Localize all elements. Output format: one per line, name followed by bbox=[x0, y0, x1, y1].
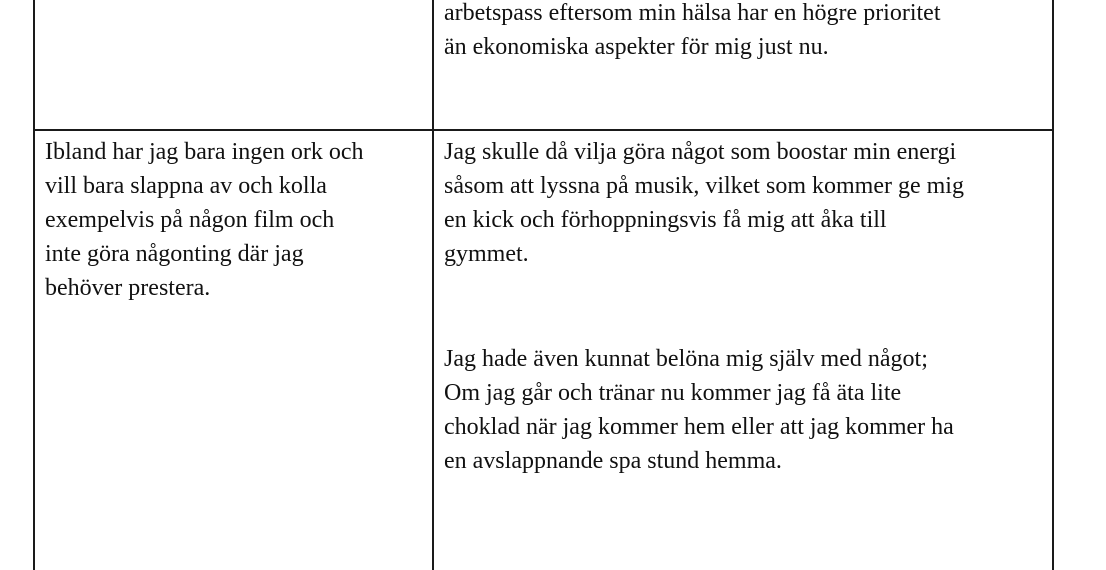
row-right-paragraph-2: Jag hade även kunnat belöna mig själv med något; Om jag går och tränar nu kommer jag få äta lite choklad när jag kommer hem eller att jag kommer ha en avslappnande spa stund hemma. bbox=[444, 346, 954, 474]
row-left-cell-text: Ibland har jag bara ingen ork och vill bara slappna av och kolla exempelvis på någon film och inte göra någonting där jag behöver prestera. bbox=[45, 139, 364, 301]
table-row-divider bbox=[33, 129, 1054, 131]
top-row-right-cell-text: arbetspass eftersom min hälsa har en högre prioritet än ekonomiska aspekter för mig just nu. bbox=[444, 0, 941, 60]
row-right-paragraph-1: Jag skulle då vilja göra något som boostar min energi såsom att lyssna på musik, vilket som kommer ge mig en kick och förhoppningsvis få mig att åka till gymmet. bbox=[444, 139, 964, 267]
table-column-divider bbox=[432, 0, 434, 570]
document-table bbox=[33, 0, 1055, 570]
table-left-border bbox=[33, 0, 35, 570]
table-right-border bbox=[1052, 0, 1054, 570]
